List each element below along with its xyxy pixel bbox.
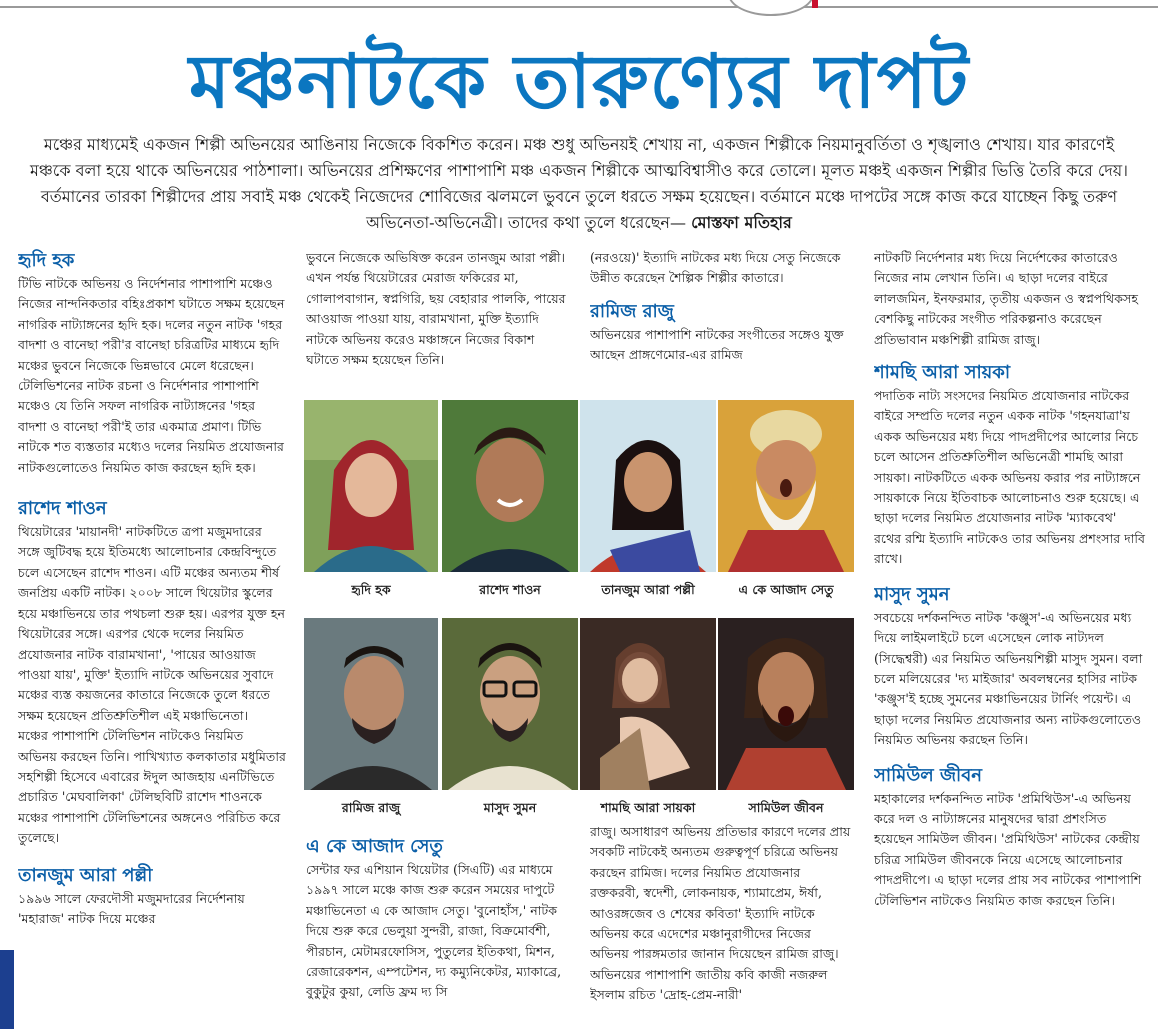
column-1 [18,248,286,1029]
article-paragraph: মহাকালের দর্শকনন্দিত নাটক 'প্রমিথিউস'-এ অভিনয় করে দল ও নাট্যাঙ্গনের মানুষদের দ্বারা প্রশংসিত হয়েছেন সামিউল জীবন। 'প্রমিথিউস' নাটকের কেন্দ্রীয় চরিত্র সামিউল জীবনকে নিয়ে এসেছে আলোচনার পাদপ্রদীপে। এ ছাড়া দলের প্রায় সব নাটকের পাশাপাশি টেলিভিশন নাটকেও নিয়মিত কাজ করছেন তিনি। [874,790,1142,908]
article-paragraph: পদাতিক নাট্য সংসদের নিয়মিত প্রযোজনার নাটকের বাইরে সম্প্রতি দলের নতুন একক নাটক 'গহনযাত্রা'য় একক অভিনয়ের মধ্য দিয়ে পাদপ্রদীপের আলোর নিচে চলে আসেন প্রতিশ্রুতিশীল অভিনেত্রী শামছি আরা সায়কা। নাটকটিতে একক অভিনয় করার পর নাট্যাঙ্গনে সায়কাকে নিয়ে ইতিবাচক আলোচনাও শুরু হয়েছে। এ ছাড়া দলের নিয়মিত প্রযোজনার নাটক 'ম্যাকবেথ' রথের রশ্মি ইত্যাদি নাটকেও তার অভিনয় প্রশংসার দাবি রাখে। [874,388,1146,567]
photo-samiul-jibon [718,618,854,790]
article-paragraph: (নরওয়ে)' ইত্যাদি নাটকের মধ্য দিয়ে সেতু নিজেকে উন্নীত করেছেন শৈল্পিক শিল্পীর কাতারে। [590,250,841,286]
photo-caption: এ কে আজাদ সেতু [738,582,834,597]
photo-masud-sumon [442,618,578,790]
photo-caption: মাসুদ সুমন [483,800,537,815]
column-4 [874,248,1146,1029]
photo-ramij-raju [304,618,438,790]
article-paragraph: মঞ্চের পাশাপাশি টেলিভিশন নাটকেও নিয়মিত অভিনয় করছেন তিনি। পাখিখ্যাত কলকাতার মধুমিতার সহশিল্পী হিসেবে এবারের ঈদুল আজহায় এনটিভিতে প্রচারিত 'মেঘবালিকা' টেলিছবিটি রাশেদ শাওনকে মঞ্চের পাশাপাশি টেলিভিশনের অঙ্গনেও পরিচিত করে তুলেছে। [18,728,286,846]
photo-caption: হৃদি হক [351,582,391,597]
section-heading-ramij-raju: রামিজ রাজু [590,300,674,322]
article-paragraph: ভুবনে নিজেকে অভিষিক্ত করেন তানজুম আরা পল্লী। এখন পর্যন্ত থিয়েটারের মেরাজ ফকিরের মা, গোলাপবাগান, স্বপ্নগিরি, ছয় বেহারার পালকি, পায়ের আওয়াজ পাওয়া যায়, বারামখানা, মুক্তি ইত্যাদি নাটকে অভিনয় করেও মঞ্চাঙ্গনে নিজের বিকাশ ঘটাতে সক্ষম হয়েছেন তিনি। [306,250,566,368]
photo-hridi-haque [304,400,438,572]
top-ornament [728,0,814,16]
article-paragraph: থিয়েটারের 'মায়ানদী' নাটকটিতে ত্রপা মজুমদারের সঙ্গে জুটিবদ্ধ হয়ে ইতিমধ্যে আলোচনার কেন্দ্রবিন্দুতে চলে এসেছেন রাশেদ শাওন। এটি মঞ্চের অন্যতম শীর্ষ জনপ্রিয় একটি নাটক। ২০০৮ সালে থিয়েটার স্কুলের হয়ে মঞ্চাভিনয়ে তার পথচলা শুরু হয়। এরপর যুক্ত হন থিয়েটারের সঙ্গে। এরপর থেকে দলের নিয়মিত প্রযোজনার নাটক বারামখানা', 'পায়ের আওয়াজ পাওয়া যায়', মুক্তি' ইত্যাদি নাটকে অভিনয়ের সুবাদে মঞ্চের ব্যস্ত কয়জনের কাতারে নিজেকে তুলে ধরতে সক্ষম হয়েছেন প্রতিশ্রুতিশীল এই মঞ্চাভিনেতা। [18,524,285,723]
article-paragraph: অভিনয়ের পাশাপাশি নাটকের সংগীতের সঙ্গেও যুক্ত আছেন প্রাঙ্গণেমোর-এর রামিজ [590,326,844,363]
section-heading-shamchi-ara-sayka: শামছি আরা সায়কা [874,362,1011,384]
article-paragraph: সবচেয়ে দর্শকনন্দিত নাটক 'কঞ্জুস'-এ অভিনয়ের মধ্য দিয়ে লাইমলাইটে চলে এসেছেন লোক নাট্যদল (সিদ্ধেশ্বরী) এর নিয়মিত অভিনয়শিল্পী মাসুদ সুমন। বলা চলে মলিয়েরের 'দ্য মাইজার' অবলম্বনের হাসির নাটক 'কঞ্জুস'ই হচ্ছে সুমনের মঞ্চাভিনয়ের টার্নিং পয়েন্ট। এ ছাড়া দলের নিয়মিত প্রযোজনার অন্য নাটকগুলোতেও নিয়মিত অভিনয় করছেন তিনি। [874,609,1143,748]
photo-caption: সামিউল জীবন [748,800,824,815]
section-heading-samiul-jibon: সামিউল জীবন [874,764,982,786]
section-heading-masud-sumon: মাসুদ সুমন [874,583,950,605]
photo-tanjum-ara-polly [580,400,716,572]
section-heading-ak-azad-setu: এ কে আজাদ সেতু [306,836,443,857]
column-2-top [306,248,568,388]
headline: মঞ্চনাটকে তারুণ্যের দাপট [188,39,970,125]
article-paragraph: সেন্টার ফর এশিয়ান থিয়েটার (সিএটি) এর মাধ্যমে ১৯৯৭ সালে মঞ্চে কাজ শুরু করেন সময়ের দাপুটে মঞ্চাভিনেতা এ কে আজাদ সেতু। 'বুনোহাঁস,' নাটক দিয়ে শুরু করে ভেলুয়া সুন্দরী, রাজা, বিক্রমোর্বশী, পীরচান, মেটামরফোসিস, পুতুলের ইতিকথা, মিশন, রেজারেকশন, এম্পটেশন, দ্য কম্যুনিকেটর, ম্যাকাব্রে, বুকুটুর কুয়া, লেডি ফ্রম দ্য সি [306,862,562,1000]
section-heading-hridi-haque: হৃদি হক [18,250,75,271]
section-heading-rashed-shaon: রাশেদ শাওন [18,498,107,520]
author-byline: মোস্তফা মতিহার [691,213,792,232]
photo-ak-azad-setu [718,400,854,572]
photo-caption: তানজুম আরা পল্লী [601,582,695,597]
intro-paragraph [24,132,1134,236]
side-accent-bar [0,950,14,1029]
photo-caption: রাশেদ শাওন [479,582,541,597]
intro-text: মঞ্চের মাধ্যমেই একজন শিল্পী অভিনয়ের আঙিনায় নিজেকে বিকশিত করেন। মঞ্চ শুধু অভিনয়ই শেখায় না, একজন শিল্পীকে নিয়মানুবর্তিতা ও শৃঙ্খলাও শেখায়। যার কারণেই মঞ্চকে বলা হয়ে থাকে অভিনয়ের পাঠশালা। অভিনয়ের প্রশিক্ষণের পাশাপাশি মঞ্চ একজন শিল্পীকে আত্মবিশ্বাসীও করে তোলে। মূলত মঞ্চই একজন শিল্পীর ভিত্তি তৈরি করে দেয়। বর্তমানের তারকা শিল্পীদের প্রায় সবাই মঞ্চ থেকেই নিজেদের শোবিজের ঝলমলে ভুবনে তুলে ধরতে সক্ষম হয়েছেন। বর্তমানে মঞ্চে দাপটের সঙ্গে কাজ করে যাচ্ছেন কিছু তরুণ অভিনেতা-অভিনেত্রী। তাদের কথা তুলে ধরেছেন— [30,135,1128,232]
top-rule [0,6,1158,8]
article-paragraph: ১৯৯৬ সালে ফেরদৌসী মজুমদারের নির্দেশনায় 'মহারাজ' নাটক দিয়ে মঞ্চের [18,890,245,926]
photo-shamchi-ara-sayka [580,618,716,790]
section-heading-tanjum-ara-polly: তানজুম আরা পল্লী [18,864,153,886]
article-paragraph: রাজু। অসাধারণ অভিনয় প্রতিভার কারণে দলের প্রায় সবকটি নাটকেই অন্যতম গুরুত্বপূর্ণ চরিত্রে অভিনয় করছেন রামিজ। দলের নিয়মিত প্রযোজনার রক্তকরবী, স্বদেশী, লোকনায়ক, শ্যামাপ্রেম, ঈর্ষা, আওরঙ্গজেব ও শেষের কবিতা' ইত্যাদি নাটকে অভিনয় করে এদেশের মঞ্চানুরাগীদের নিজের অভিনয় পারঙ্গমতার জানান দিয়েছেন রামিজ রাজু। অভিনয়ের পাশাপাশি জাতীয় কবি কাজী নজরুল ইসলাম রচিত 'দ্রোহ-প্রেম-নারী' [590,824,851,1003]
column-3-top [590,248,852,388]
article-paragraph: নাটকটি নির্দেশনার মধ্য দিয়ে নির্দেশকের কাতারেও নিজের নাম লেখান তিনি। এ ছাড়া দলের বাইরে লালজমিন, ইনফরমার, তৃতীয় একজন ও স্বপ্নপথিকসহ বেশকিছু নাটকের সংগীত পরিকল্পনাও করেছেন প্রতিভাবান মঞ্চশিল্পী রামিজ রাজু। [874,250,1138,347]
photo-caption: শামছি আরা সায়কা [600,800,696,815]
top-red-mark [812,0,818,8]
photo-rashed-shaon [442,400,578,572]
column-2-bottom [306,834,574,1029]
column-3-bottom [590,822,852,1029]
article-paragraph: টিভি নাটকে অভিনয় ও নির্দেশনার পাশাপাশি মঞ্চেও নিজের নান্দনিকতার বহিঃপ্রকাশ ঘটাতে সক্ষম হয়েছেন নাগরিক নাট্যাঙ্গনের হৃদি হক। দলের নতুন নাটক 'গহর বাদশা ও বানেছা পরী'র বানেছা চরিত্রটির মাধ্যমে হৃদি মঞ্চের ভুবনে নিজেকে ভিন্নভাবে মেলে ধরেছেন। টেলিভিশনের নাটক রচনা ও নির্দেশনার পাশাপাশি মঞ্চেও যে তিনি সফল নাগরিক নাট্যাঙ্গনের 'গহর বাদশা ও বানেছা পরী'ই তার একমাত্র প্রমাণ। টিভি নাটকে শত ব্যস্ততার মধ্যেও দলের নিয়মিত প্রযোজনার নাটকগুলোতেও নিয়মিত কাজ করছেন হৃদি হক। [18,276,285,475]
photo-caption: রামিজ রাজু [341,800,401,815]
